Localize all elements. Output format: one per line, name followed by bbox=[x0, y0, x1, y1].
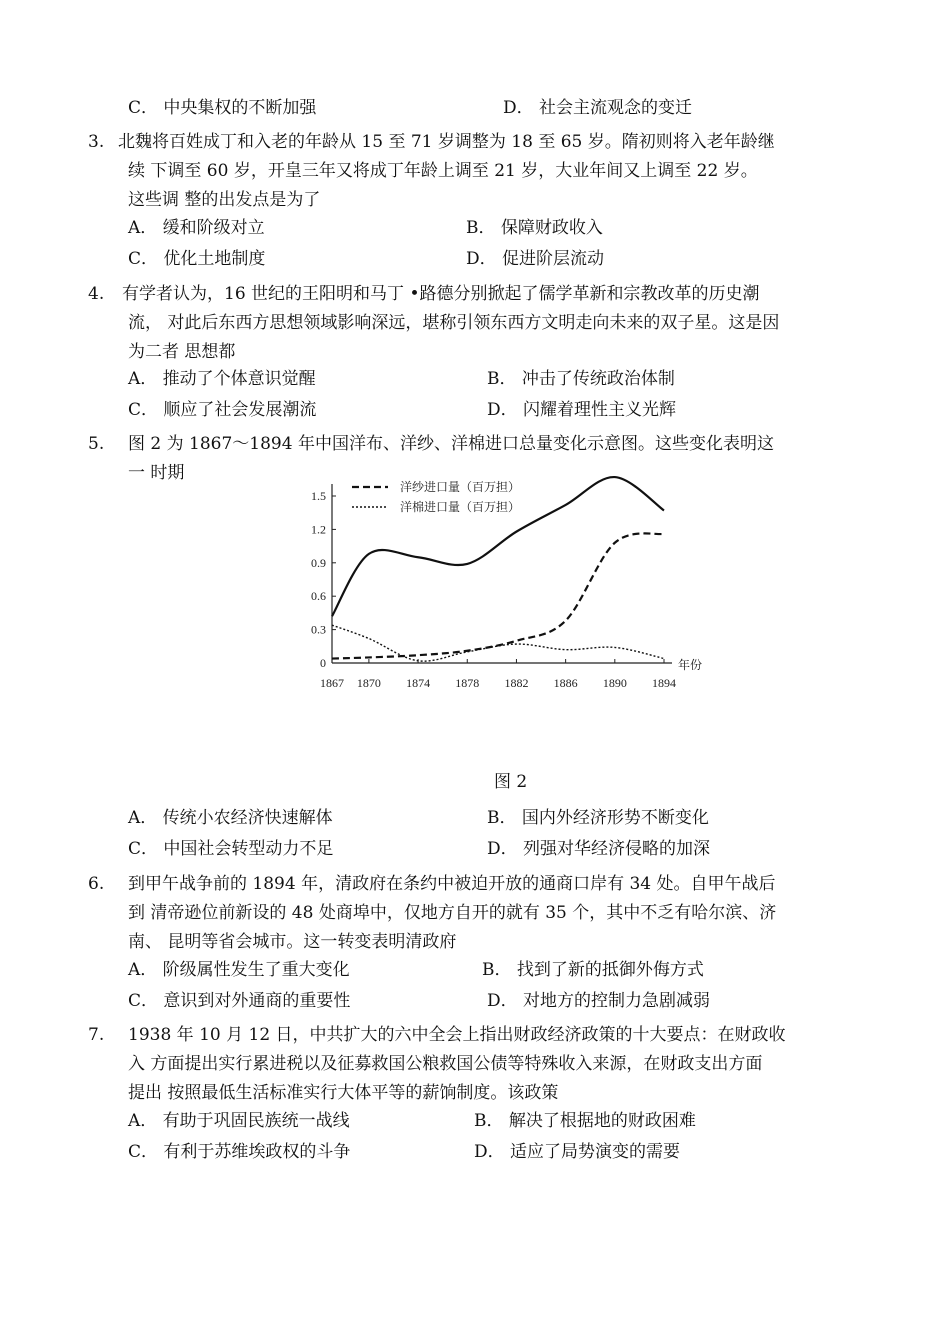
q3-option-c: C． 优化土地制度 bbox=[128, 249, 266, 269]
x-tick-label: 1870 bbox=[356, 676, 381, 690]
x-tick-label: 1878 bbox=[455, 676, 480, 690]
q4-option-a: A． 推动了个体意识觉醒 bbox=[128, 369, 316, 389]
q6-line-2: 到 清帝逊位前新设的 48 处商埠中，仅地方自开的就有 35 个，其中不乏有哈尔滨、济 bbox=[128, 903, 777, 923]
q5-number: 5. bbox=[88, 434, 105, 454]
x-tick-label: 1894 bbox=[652, 676, 676, 690]
q7-line-1: 1938 年 10 月 12 日，中共扩大的六中全会上指出财政经济政策的十大要点：在财政收 bbox=[128, 1025, 786, 1045]
q6-line-1: 到甲午战争前的 1894 年，清政府在条约中被迫开放的通商口岸有 34 处。自甲午战后 bbox=[128, 874, 776, 894]
q7-option-b: B． 解决了根据地的财政困难 bbox=[474, 1111, 696, 1131]
y-tick-label: 0.9 bbox=[311, 555, 326, 570]
chart-legend bbox=[352, 479, 520, 514]
x-tick-label: 1890 bbox=[602, 676, 627, 690]
q7-option-c: C． 有利于苏维埃政权的斗争 bbox=[128, 1142, 351, 1162]
q7-line-3: 提出 按照最低生活标准实行大体平等的薪饷制度。该政策 bbox=[128, 1083, 559, 1103]
q5-option-c: C． 中国社会转型动力不足 bbox=[128, 839, 334, 859]
series-line-solid bbox=[332, 477, 664, 616]
q3-line-1: 北魏将百姓成丁和入老的年龄从 15 至 71 岁调整为 18 至 65 岁。隋初则将入老年龄继 bbox=[118, 132, 775, 152]
q6-option-d: D． 对地方的控制力急剧减弱 bbox=[487, 991, 711, 1011]
q6-option-a: A． 阶级属性发生了重大变化 bbox=[128, 960, 350, 980]
y-tick-label: 0 bbox=[320, 656, 326, 670]
q5-line-2: 一 时期 bbox=[128, 463, 185, 483]
q7-line-2: 入 方面提出实行累进税以及征募救国公粮救国公债等特殊收入来源，在财政支出方面 bbox=[128, 1054, 763, 1074]
q6-option-c: C． 意识到对外通商的重要性 bbox=[128, 991, 351, 1011]
x-tick-label: 1882 bbox=[504, 676, 529, 690]
chart-ticks bbox=[311, 489, 702, 690]
q6-option-b: B． 找到了新的抵御外侮方式 bbox=[482, 960, 704, 980]
legend-label: 洋纱进口量（百万担） bbox=[400, 480, 521, 494]
import-volume-chart bbox=[300, 472, 720, 697]
q3-line-2: 续 下调至 60 岁，开皇三年又将成丁年龄上调至 21 岁，大业年间又上调至 22 岁。 bbox=[128, 161, 758, 181]
q4-line-3: 为二者 思想都 bbox=[128, 342, 236, 362]
q7-option-a: A． 有助于巩固民族统一战线 bbox=[128, 1111, 350, 1131]
q4-option-c: C． 顺应了社会发展潮流 bbox=[128, 400, 317, 420]
y-tick-label: 0.3 bbox=[311, 622, 326, 637]
x-tick-label: 1886 bbox=[553, 676, 578, 690]
y-tick-label: 1.2 bbox=[311, 522, 326, 537]
series-line-dotted bbox=[332, 625, 664, 661]
q4-number: 4. bbox=[88, 284, 105, 304]
q3-line-3: 这些调 整的出发点是为了 bbox=[128, 190, 321, 210]
q6-line-3: 南、 昆明等省会城市。这一转变表明清政府 bbox=[128, 932, 457, 952]
y-tick-label: 1.5 bbox=[311, 489, 326, 503]
y-tick-label: 0.6 bbox=[311, 589, 326, 604]
q7-option-d: D． 适应了局势演变的需要 bbox=[474, 1142, 681, 1162]
q5-option-d: D． 列强对华经济侵略的加深 bbox=[487, 839, 711, 859]
q5-line-1: 图 2 为 1867～1894 年中国洋布、洋纱、洋棉进口总量变化示意图。这些变化表明这 bbox=[128, 434, 774, 454]
q7-number: 7. bbox=[88, 1025, 105, 1045]
q4-line-1: 有学者认为，16 世纪的王阳明和马丁 •路德分别掀起了儒学革新和宗教改革的历史潮 bbox=[122, 284, 760, 304]
q2-option-c: C． 中央集权的不断加强 bbox=[128, 98, 317, 118]
q3-option-b: B． 保障财政收入 bbox=[466, 218, 603, 238]
series-line-dashed bbox=[332, 533, 664, 658]
legend-label: 洋棉进口量（百万担） bbox=[400, 500, 521, 514]
q3-option-a: A． 缓和阶级对立 bbox=[128, 218, 265, 238]
q4-line-2: 流， 对此后东西方思想领域影响深远，堪称引领东西方文明走向未来的双子星。这是因 bbox=[128, 313, 780, 333]
figure-caption: 图 2 bbox=[494, 772, 528, 792]
q2-option-d: D． 社会主流观念的变迁 bbox=[503, 98, 693, 118]
q3-option-d: D． 促进阶层流动 bbox=[466, 249, 605, 269]
q4-option-d: D． 闪耀着理性主义光辉 bbox=[487, 400, 677, 420]
q6-number: 6. bbox=[88, 874, 105, 894]
q4-option-b: B． 冲击了传统政治体制 bbox=[487, 369, 675, 389]
x-tick-label: 1867 bbox=[320, 676, 344, 690]
x-axis-label: 年份 bbox=[678, 658, 703, 672]
q5-option-b: B． 国内外经济形势不断变化 bbox=[487, 808, 709, 828]
q5-option-a: A． 传统小农经济快速解体 bbox=[128, 808, 333, 828]
x-tick-label: 1874 bbox=[406, 676, 431, 690]
q3-number: 3. bbox=[88, 132, 105, 152]
